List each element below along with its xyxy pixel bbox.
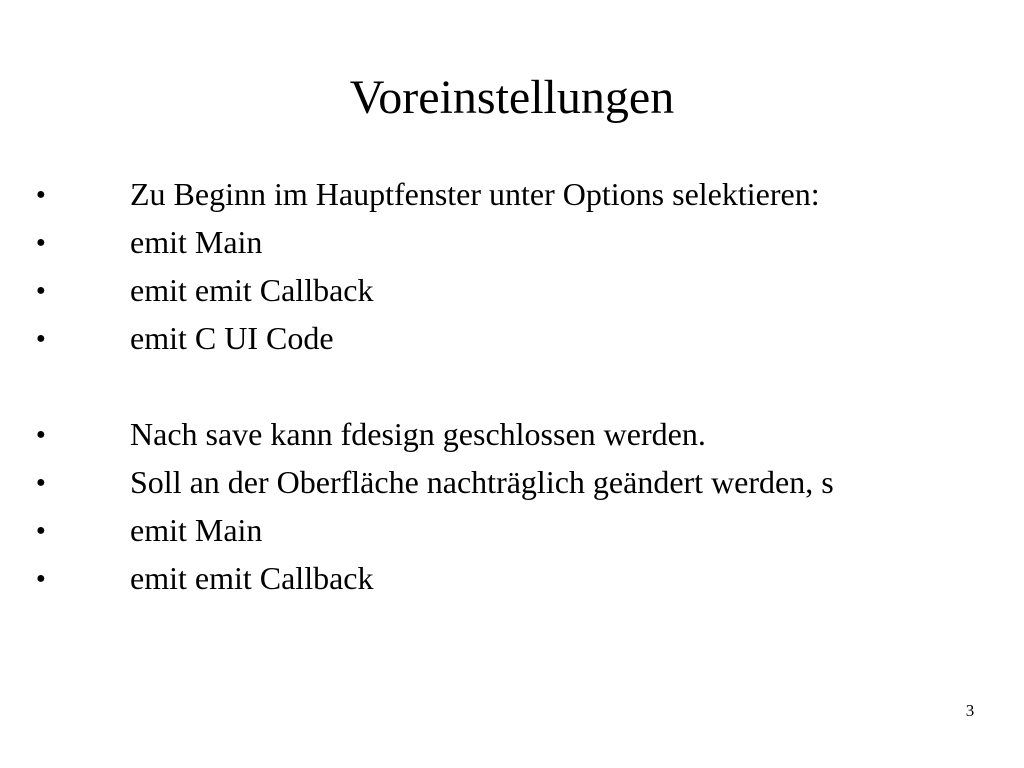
list-item — [0, 506, 1024, 554]
list-item — [0, 266, 1024, 314]
bullet-text: emit C UI Code — [130, 320, 334, 356]
slide-title: Voreinstellungen — [349, 71, 675, 124]
list-item — [0, 554, 1024, 602]
bullet-text: emit Main — [130, 512, 263, 548]
bullet-icon: ● — [36, 474, 46, 491]
list-item — [0, 410, 1024, 458]
list-item — [0, 314, 1024, 362]
list-item — [0, 218, 1024, 266]
list-item — [0, 170, 1024, 218]
bullet-text: emit Main — [130, 224, 263, 260]
bullet-icon: ● — [36, 522, 46, 539]
bullet-icon: ● — [36, 426, 46, 443]
bullet-text: Soll an der Oberfläche nachträglich geändert werden, s — [130, 464, 834, 500]
page-number: 3 — [965, 701, 975, 720]
bullet-icon: ● — [36, 234, 46, 251]
bullet-icon: ● — [36, 282, 46, 299]
bullet-text: Zu Beginn im Hauptfenster unter Options selektieren: — [130, 176, 820, 212]
bullet-icon: ● — [36, 186, 46, 203]
bullet-icon: ● — [36, 570, 46, 587]
bullet-icon: ● — [36, 330, 46, 347]
bullet-text: emit emit Callback — [130, 560, 374, 596]
bullet-text: Nach save kann fdesign geschlossen werden. — [130, 416, 706, 452]
empty-line — [0, 362, 1024, 410]
bullet-list — [0, 170, 1024, 602]
bullet-text: emit emit Callback — [130, 272, 374, 308]
list-item — [0, 458, 1024, 506]
